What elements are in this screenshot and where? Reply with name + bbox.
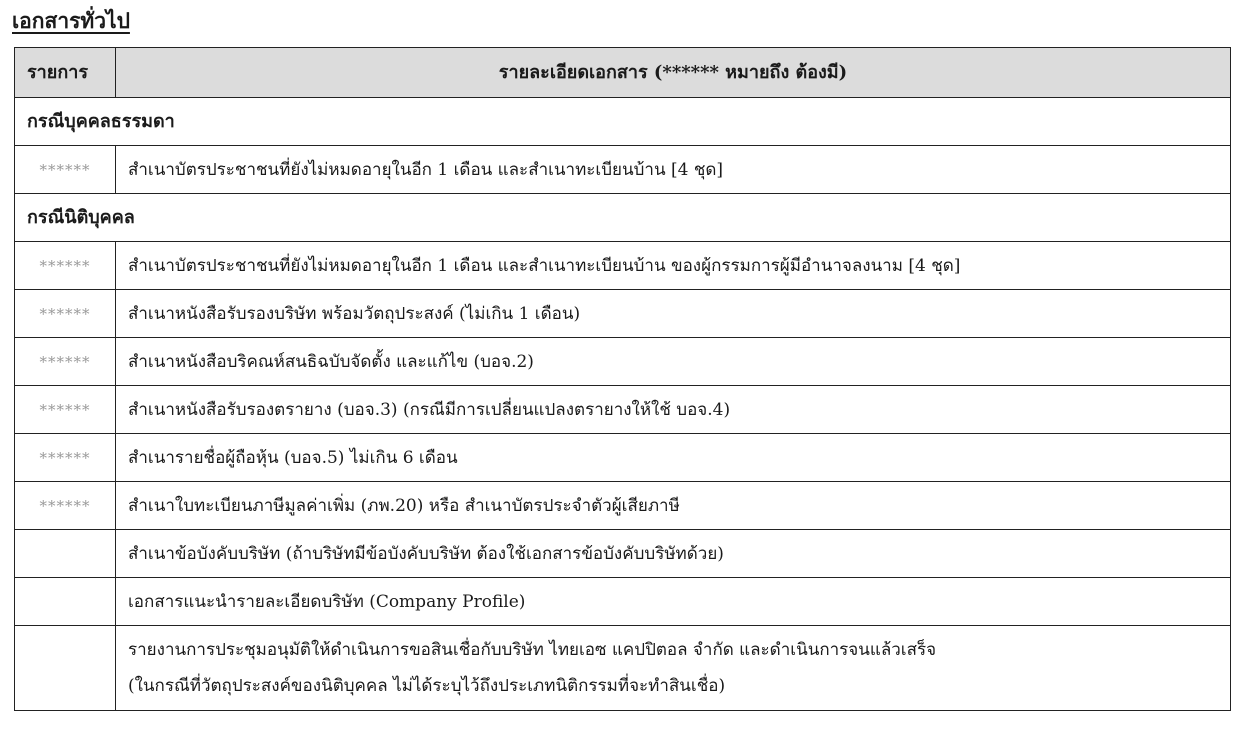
documents-table bbox=[14, 47, 1231, 711]
document-description: สำเนาหนังสือรับรองบริษัท พร้อมวัตถุประสงค์ (ไม่เกิน 1 เดือน) bbox=[116, 290, 1231, 338]
header-row bbox=[15, 48, 1231, 98]
table-row bbox=[15, 386, 1231, 434]
required-mark: ****** bbox=[15, 146, 116, 194]
header-details-column: รายละเอียดเอกสาร (****** หมายถึง ต้องมี) bbox=[116, 48, 1231, 98]
required-mark: ****** bbox=[15, 386, 116, 434]
description-line-1: รายงานการประชุมอนุมัติให้ดำเนินการขอสินเชื่อกับบริษัท ไทยเอซ แคปปิตอล จำกัด และดำเนินการจนแล้วเสร็จ bbox=[128, 640, 937, 660]
required-mark: ****** bbox=[15, 290, 116, 338]
table-row bbox=[15, 434, 1231, 482]
document-description: สำเนาใบทะเบียนภาษีมูลค่าเพิ่ม (ภพ.20) หรือ สำเนาบัตรประจำตัวผู้เสียภาษี bbox=[116, 482, 1231, 530]
document-description: สำเนาหนังสือรับรองตรายาง (บอจ.3) (กรณีมีการเปลี่ยนแปลงตรายางให้ใช้ บอจ.4) bbox=[116, 386, 1231, 434]
table-row bbox=[15, 626, 1231, 711]
required-mark: ****** bbox=[15, 338, 116, 386]
table-row bbox=[15, 578, 1231, 626]
section-row-individual bbox=[15, 98, 1231, 146]
required-mark: ****** bbox=[15, 482, 116, 530]
page-title: เอกสารทั่วไป bbox=[12, 8, 130, 33]
required-mark: ****** bbox=[15, 434, 116, 482]
required-mark bbox=[15, 530, 116, 578]
table-body bbox=[15, 98, 1231, 711]
table-row bbox=[15, 290, 1231, 338]
table-row bbox=[15, 242, 1231, 290]
header-item-column: รายการ bbox=[15, 48, 116, 98]
section-label: กรณีนิติบุคคล bbox=[15, 194, 1231, 242]
document-description bbox=[116, 626, 1231, 711]
table-row bbox=[15, 338, 1231, 386]
table-row bbox=[15, 146, 1231, 194]
document-description: เอกสารแนะนำรายละเอียดบริษัท (Company Profile) bbox=[116, 578, 1231, 626]
required-mark bbox=[15, 626, 116, 711]
section-label: กรณีบุคคลธรรมดา bbox=[15, 98, 1231, 146]
document-description: สำเนาบัตรประชาชนที่ยังไม่หมดอายุในอีก 1 เดือน และสำเนาทะเบียนบ้าน [4 ชุด] bbox=[116, 146, 1231, 194]
document-description: สำเนาข้อบังคับบริษัท (ถ้าบริษัทมีข้อบังคับบริษัท ต้องใช้เอกสารข้อบังคับบริษัทด้วย) bbox=[116, 530, 1231, 578]
required-mark: ****** bbox=[15, 242, 116, 290]
required-mark bbox=[15, 578, 116, 626]
table-row bbox=[15, 530, 1231, 578]
description-line-2: (ในกรณีที่วัตถุประสงค์ของนิติบุคคล ไม่ได้ระบุไว้ถึงประเภทนิติกรรมที่จะทำสินเชื่อ) bbox=[128, 676, 726, 696]
section-row-juristic bbox=[15, 194, 1231, 242]
table-row bbox=[15, 482, 1231, 530]
document-description: สำเนาบัตรประชาชนที่ยังไม่หมดอายุในอีก 1 เดือน และสำเนาทะเบียนบ้าน ของผู้กรรมการผู้มีอำนาจลงนาม [4 ชุด] bbox=[116, 242, 1231, 290]
document-description: สำเนาหนังสือบริคณห์สนธิฉบับจัดตั้ง และแก้ไข (บอจ.2) bbox=[116, 338, 1231, 386]
table-header bbox=[15, 48, 1231, 98]
document-description: สำเนารายชื่อผู้ถือหุ้น (บอจ.5) ไม่เกิน 6 เดือน bbox=[116, 434, 1231, 482]
